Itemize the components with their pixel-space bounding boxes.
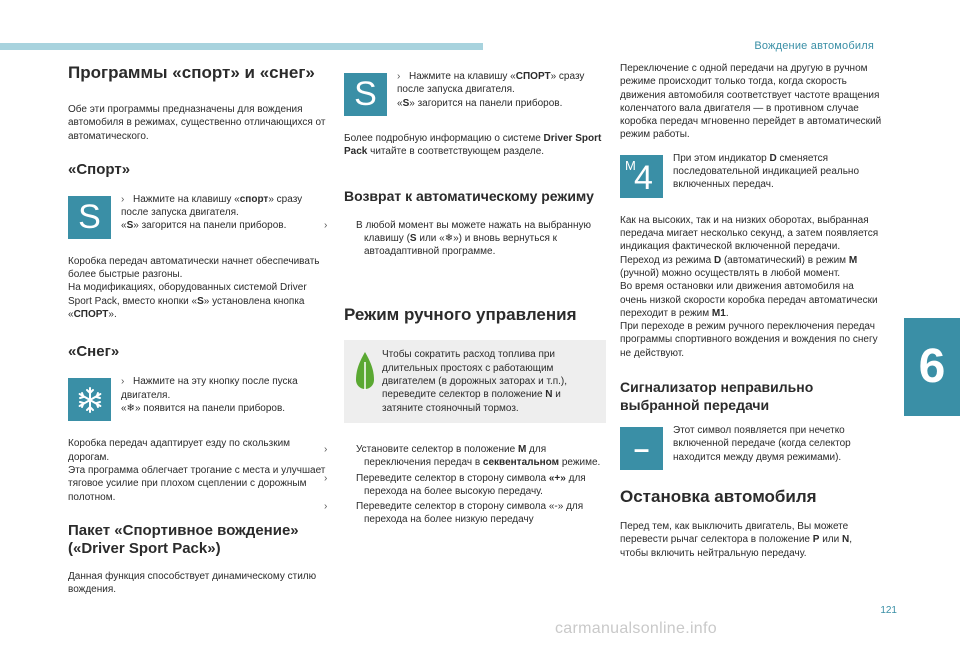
page-number: 121 <box>880 605 897 616</box>
gear-m4-indicator-icon: M 4 <box>620 155 663 198</box>
sport-instruction: S › Нажмите на клавишу «спорт» сразу после запуска двигателя. «S» загорится на панели приборов. <box>68 193 330 247</box>
mode-switch-text: Переход из режима D (автоматический) в режим M (ручной) можно осуществлять в любой момент. <box>620 254 858 279</box>
low-speed-text: Во время остановки или движения автомобиля на очень низкой скорости коробка передач автоматически переходит в режим M1. <box>620 281 878 319</box>
sport-heading: «Спорт» <box>68 160 131 178</box>
sport-s-badge-icon: S <box>344 73 387 116</box>
snow-description: Коробка передач адаптирует езду по скользким дорогам. <box>68 438 291 463</box>
bullet-icon: › <box>324 472 328 484</box>
watermark: carmanualsonline.info <box>555 620 717 637</box>
gear-blink-text: Как на высоких, так и на низких оборотах, выбранная передача мигает несколько секунд, а затем появляется индикация фактической включенной передачи. <box>620 214 879 253</box>
bullet-icon: › <box>324 443 328 455</box>
chapter-tab: 6 <box>904 318 960 416</box>
sport-description: Коробка передач автоматически начнет обеспечивать более быстрые разгоны. <box>68 255 320 281</box>
bullet-icon: › <box>121 376 125 388</box>
return-list-item: › В любой момент вы можете нажать на выбранную клавишу (S или «❄») и вновь вернуться к автоадаптивной программе. <box>324 219 591 258</box>
return-heading: Возврат к автоматическому режиму <box>344 187 594 204</box>
bullet-icon: › <box>397 71 401 82</box>
section-title: Программы «спорт» и «снег» <box>68 63 315 82</box>
intro-text: Обе эти программы предназначены для вождения автомобиля в режимах, существенно отличающихся от автоматического. <box>68 104 326 142</box>
snow-heading: «Снег» <box>68 343 120 361</box>
manual-list-item-1: › Установите селектор в положение M для переключения передач в секвентальном режиме. <box>324 443 601 469</box>
sport-pack-instruction: S › Нажмите на клавишу «СПОРТ» сразу после запуска двигателя. «S» загорится на панели приборов. <box>344 70 606 124</box>
manual-list-item-3: › Переведите селектор в сторону символа «-» для перехода на более низкую передачу <box>324 501 584 526</box>
bullet-icon: › <box>121 193 125 205</box>
column-3 <box>620 62 882 570</box>
column-1 <box>68 62 330 606</box>
bullet-icon: › <box>324 219 328 231</box>
column-2 <box>324 62 606 529</box>
programs-inactive-text: При переходе в режим ручного переключения передач программы спортивного вождения и вождения по снегу не действуют. <box>620 321 878 359</box>
stop-heading: Остановка автомобиля <box>620 487 817 507</box>
more-info-text: Более подробную информацию о системе Driver Sport Pack читайте в соответствующем разделе. <box>344 133 602 158</box>
pack-description: Данная функция способствует динамическому стилю вождения. <box>68 570 317 596</box>
gear-indicator-row: M 4 При этом индикатор D сменяется последовательной индикацией реально включенных передач. <box>620 152 882 206</box>
minus-warning-icon: – <box>620 427 663 470</box>
fuel-saving-icon <box>354 350 376 394</box>
snow-description-2: Эта программа облегчает трогание с места и улучшает тяговое усилие при плохом сцеплении с дорожным полотном. <box>68 464 326 503</box>
alarm-row: – Этот символ появляется при нечетко включенной передаче (когда селектор находится между двумя режимами). <box>620 424 882 478</box>
sport-description-2: На модификациях, оборудованных системой Driver Sport Pack, вместо кнопки «S» установлена кнопка «СПОРТ». <box>68 282 307 321</box>
alarm-heading: Сигнализатор неправильно выбранной передачи <box>620 379 814 414</box>
manual-shift-text: Переключение с одной передачи на другую в ручном режиме происходит только тогда, когда скорость движения автомобиля соответствует частоте вращения коленчатого вала двигателя — в противном случае коробка передач мгновенно перейдет в автоматический режим работы. <box>620 63 882 141</box>
top-accent-bar <box>0 43 483 50</box>
stop-text: Перед тем, как выключить двигатель, Вы можете перевести рычаг селектора в положение P или N, чтобы включить нейтральную передачу. <box>620 521 853 559</box>
snow-instruction: › Нажмите на эту кнопку после пуска двигателя. «❄» появится на панели приборов. <box>68 375 330 429</box>
page-header-title: Вождение автомобиля <box>754 40 874 52</box>
fuel-tip-box: Чтобы сократить расход топлива при длительных простоях с работающим двигателем (в дорожных заторах и т.п.), переведите селектор в положение N и затяните стояночный тормоз. <box>344 340 606 422</box>
pack-heading: Пакет «Спортивное вождение» («Driver Sport Pack») <box>68 521 299 557</box>
snowflake-icon <box>68 378 111 421</box>
bullet-icon: › <box>324 501 328 513</box>
sport-s-badge-icon: S <box>68 196 111 239</box>
manual-list-item-2: › Переведите селектор в сторону символа «+» для перехода на более высокую передачу. <box>324 472 586 497</box>
manual-heading: Режим ручного управления <box>344 305 577 325</box>
